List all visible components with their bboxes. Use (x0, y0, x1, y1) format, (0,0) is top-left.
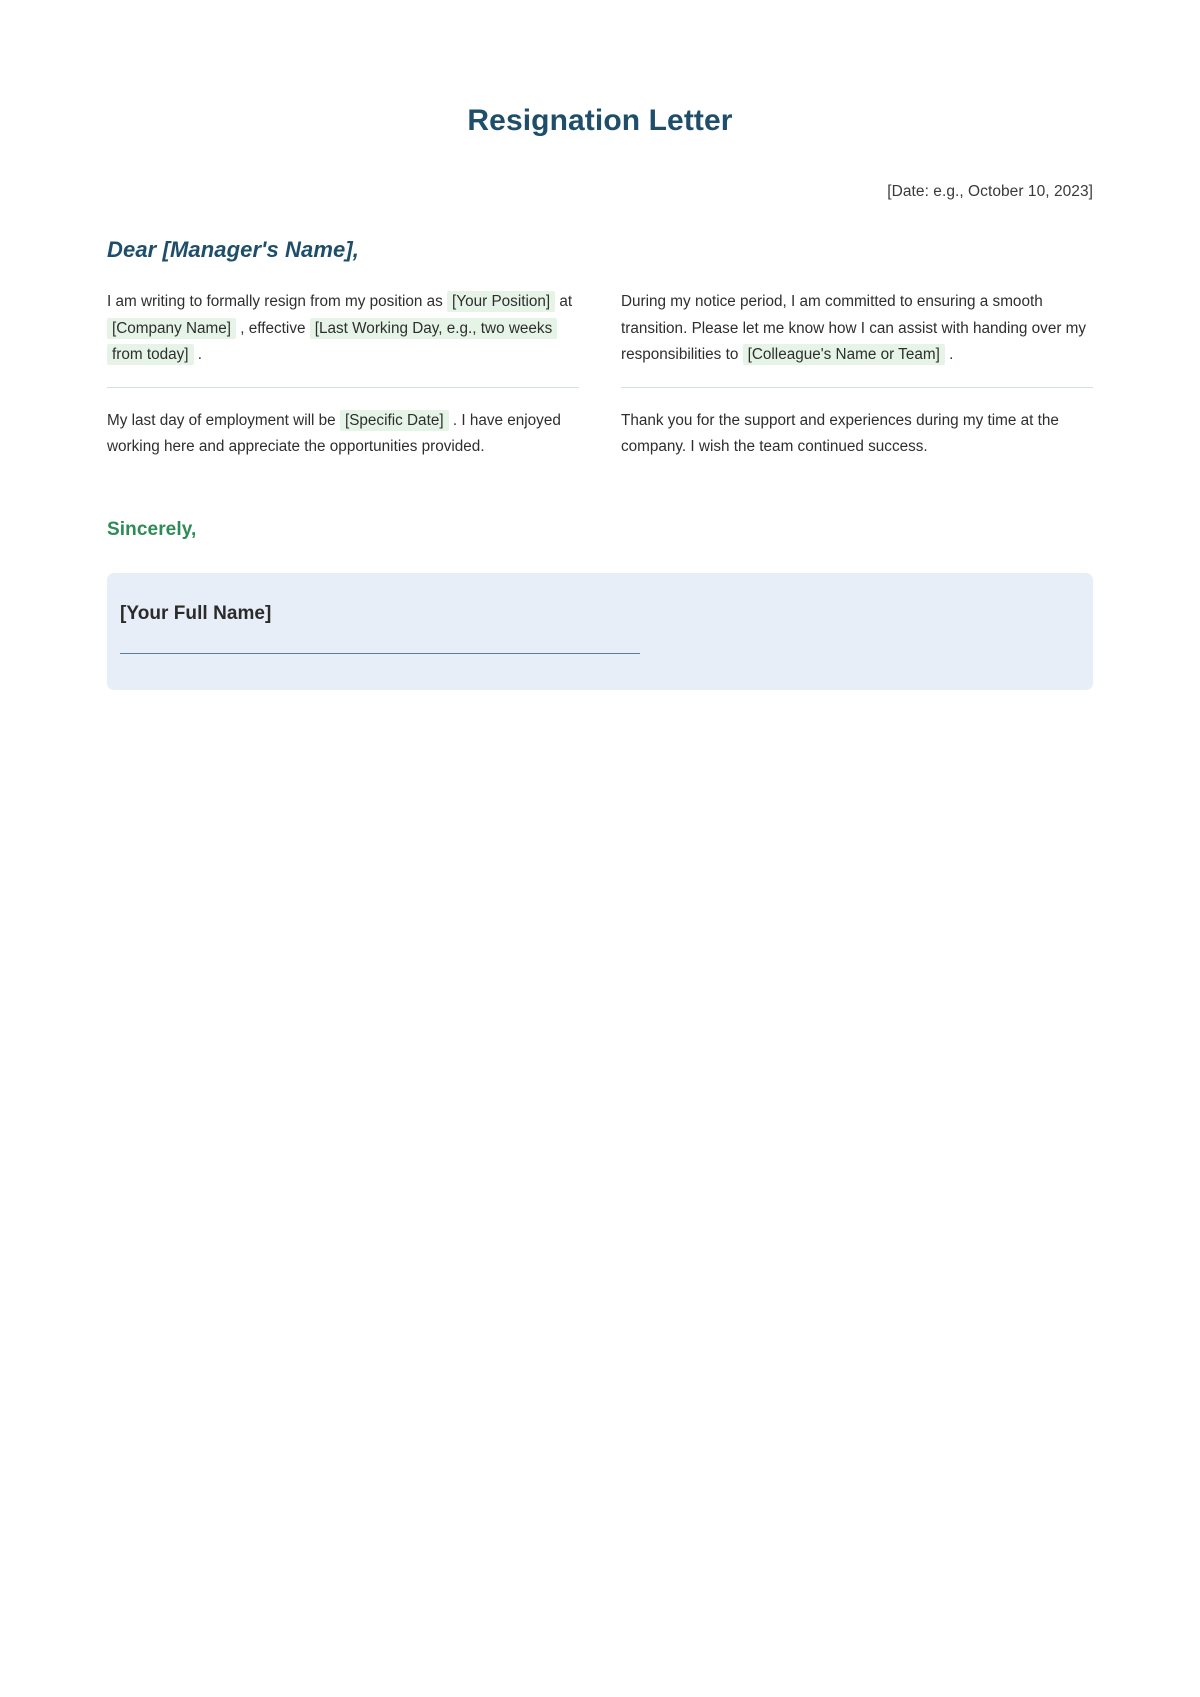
right-paragraph-1 (621, 289, 1093, 369)
closing-salutation: Sincerely, (107, 518, 197, 540)
left-column-divider (107, 387, 579, 388)
paragraph-text: , effective (240, 319, 306, 337)
paragraph-text: My last day of employment will be (107, 411, 336, 429)
paragraph-text: . (949, 346, 954, 363)
body-columns (107, 289, 1093, 461)
paragraph-text: Thank you for the support and experiences during my time at the company. I wish the team continued success. (621, 411, 1059, 455)
right-column (621, 289, 1093, 461)
right-paragraph-2 (621, 408, 1093, 461)
placeholder-specific-date[interactable]: [Specific Date] (340, 410, 449, 431)
paragraph-text: I am writing to formally resign from my position as (107, 293, 443, 310)
salutation: Dear [Manager's Name], (107, 237, 359, 262)
left-column (107, 289, 579, 461)
page-title: Resignation Letter (467, 104, 733, 137)
signature-line[interactable] (120, 653, 640, 654)
signature-block (107, 573, 1093, 690)
paragraph-text: . I have enjoyed working here and appreciate the opportunities provided. (107, 411, 561, 455)
signature-name[interactable]: [Your Full Name] (120, 602, 272, 624)
placeholder-company-name[interactable]: [Company Name] (107, 318, 236, 339)
placeholder-your-position[interactable]: [Your Position] (447, 291, 555, 312)
paragraph-text: During my notice period, I am committed to ensuring a smooth transition. Please let me know how I can assist with handing over my responsibilities to (621, 293, 1087, 363)
paragraph-text: . (197, 346, 203, 363)
left-paragraph-1 (107, 289, 579, 369)
date-line: [Date: e.g., October 10, 2023] (887, 183, 1093, 200)
paragraph-text: at (559, 293, 573, 310)
right-column-divider (621, 387, 1093, 388)
left-paragraph-2 (107, 408, 579, 461)
placeholder-colleague-name-or-team[interactable]: [Colleague's Name or Team] (743, 344, 945, 365)
placeholder-last-working-day[interactable]: [Last Working Day, e.g., two weeks from today] (107, 318, 557, 366)
